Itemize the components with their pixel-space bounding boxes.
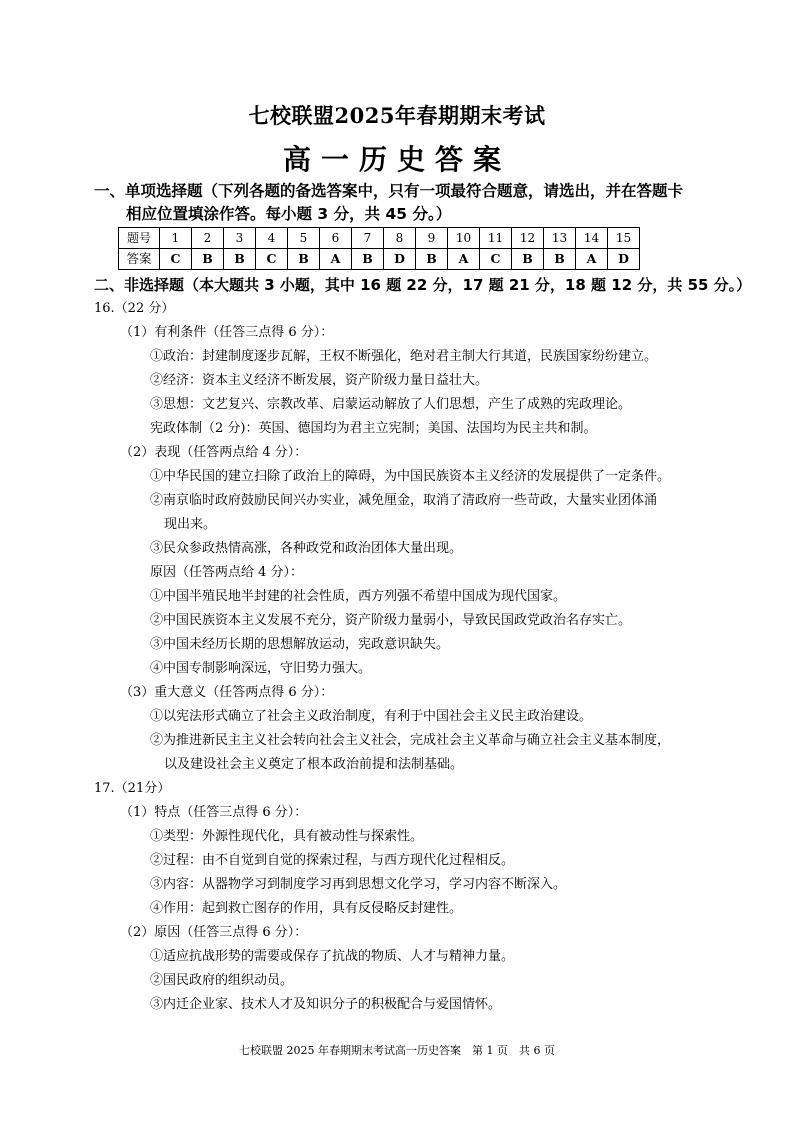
q16-part2-point-cont: 现出来。 [164, 517, 217, 532]
question-number: 11 [480, 228, 512, 249]
q16-part2-point: ①中华民国的建立扫除了政治上的障碍，为中国民族资本主义经济的发展提供了一定条件。 [150, 469, 671, 484]
q16-part1-point: 宪政体制（2 分)：英国、德国均为君主立宪制；美国、法国均为民主共和制。 [150, 421, 597, 436]
q16-part2-reason: ③中国未经历长期的思想解放运动，宪政意识缺失。 [150, 637, 450, 652]
q16-part1-title: （1）有利条件（任答三点得 6 分）： [120, 325, 334, 340]
q17-part1-point: ②过程：由不自觉到自觉的探索过程，与西方现代化过程相反。 [150, 853, 515, 868]
q17-part2-title: （2）原因（任答三点得 6 分）： [120, 925, 308, 940]
answer-cell: B [512, 249, 544, 270]
q16-part2-reason: ④中国专制影响深远，守旧势力强大。 [150, 661, 372, 676]
q16-heading: 16.（22 分） [94, 301, 175, 316]
question-number: 1 [160, 228, 192, 249]
answer-cell: B [288, 249, 320, 270]
answer-cell: B [544, 249, 576, 270]
table-row-numbers [119, 228, 640, 249]
q17-part1-point: ④作用：起到救亡图存的作用，具有反侵略反封建性。 [150, 901, 463, 916]
q17-part2-point: ①适应抗战形势的需要或保存了抗战的物质、人才与精神力量。 [150, 949, 515, 964]
q16-part2-point: ③民众参政热情高涨，各种政党和政治团体大量出现。 [150, 541, 463, 556]
table-header-cell: 题号 [119, 228, 160, 249]
question-number: 3 [224, 228, 256, 249]
question-number: 13 [544, 228, 576, 249]
question-number: 9 [416, 228, 448, 249]
page-footer: 七校联盟 2025 年春期期末考试高一历史答案 第 1 页 共 6 页 [239, 1044, 555, 1057]
question-number: 5 [288, 228, 320, 249]
question-number: 4 [256, 228, 288, 249]
answer-cell: A [448, 249, 480, 270]
question-number: 7 [352, 228, 384, 249]
q16-part2-reason: ②中国民族资本主义发展不充分，资产阶级力量弱小，导致民国政党政治名存实亡。 [150, 613, 632, 628]
section1-title-cont: 相应位置填涂作答。每小题 3 分，共 45 分。） [126, 205, 452, 223]
answer-cell: C [256, 249, 288, 270]
q16-part3-point-cont: 以及建设社会主义奠定了根本政治前提和法制基础。 [164, 757, 464, 772]
q16-part2-point: ②南京临时政府鼓励民间兴办实业，减免厘金，取消了清政府一些苛政，大量实业团体涌 [150, 493, 658, 508]
question-number: 15 [608, 228, 640, 249]
answer-cell: D [608, 249, 640, 270]
q17-part2-point: ③内迁企业家、技术人才及知识分子的积极配合与爱国情怀。 [150, 997, 502, 1012]
question-number: 10 [448, 228, 480, 249]
table-header-cell: 答案 [119, 249, 160, 270]
q17-part1-point: ①类型：外源性现代化，具有被动性与探索性。 [150, 829, 424, 844]
page-title: 高一历史答案 [282, 143, 511, 176]
answer-table [118, 227, 640, 270]
answer-cell: B [224, 249, 256, 270]
q16-part1-point: ③思想：文艺复兴、宗教改革、启蒙运动解放了人们思想，产生了成熟的宪政理论。 [150, 397, 632, 412]
q16-part3-point: ①以宪法形式确立了社会主义政治制度，有利于中国社会主义民主政治建设。 [150, 709, 593, 724]
question-number: 14 [576, 228, 608, 249]
section2-title: 二、非选择题（本大题共 3 小题，其中 16 题 22 分，17 题 21 分，18 题 12 分，共 55 分。） [94, 276, 752, 294]
q16-part1-point: ②经济：资本主义经济不断发展，资产阶级力量日益壮大。 [150, 373, 489, 388]
answer-cell: A [576, 249, 608, 270]
answer-cell: B [416, 249, 448, 270]
answer-cell: B [352, 249, 384, 270]
answer-cell: B [192, 249, 224, 270]
answer-cell: D [384, 249, 416, 270]
table-row-answers [119, 249, 640, 270]
q16-part2-reason: ①中国半殖民地半封建的社会性质，西方列强不希望中国成为现代国家。 [150, 589, 567, 604]
q16-part1-point: ①政治：封建制度逐步瓦解，王权不断强化，绝对君主制大行其道，民族国家纷纷建立。 [150, 349, 658, 364]
answer-cell: C [480, 249, 512, 270]
q16-part3-title: （3）重大意义（任答两点得 6 分）： [120, 685, 334, 700]
q17-part1-title: （1）特点（任答三点得 6 分）： [120, 805, 308, 820]
q17-part1-point: ③内容：从器物学习到制度学习再到思想文化学习，学习内容不断深入。 [150, 877, 567, 892]
question-number: 8 [384, 228, 416, 249]
question-number: 12 [512, 228, 544, 249]
answer-cell: A [320, 249, 352, 270]
q16-part2-title: （2）表现（任答两点给 4 分）： [120, 445, 308, 460]
answer-cell: C [160, 249, 192, 270]
exam-title: 七校联盟2025年春期期末考试 [248, 103, 546, 128]
section1-title: 一、单项选择题（下列各题的备选答案中，只有一项最符合题意，请选出，并在答题卡 [94, 182, 684, 200]
question-number: 6 [320, 228, 352, 249]
q17-heading: 17.（21分） [94, 781, 171, 796]
q16-part2-reason-title: 原因（任答两点给 4 分）： [150, 565, 304, 580]
q17-part2-point: ②国民政府的组织动员。 [150, 973, 294, 988]
question-number: 2 [192, 228, 224, 249]
q16-part3-point: ②为推进新民主主义社会转向社会主义社会，完成社会主义革命与确立社会主义基本制度， [150, 733, 671, 748]
